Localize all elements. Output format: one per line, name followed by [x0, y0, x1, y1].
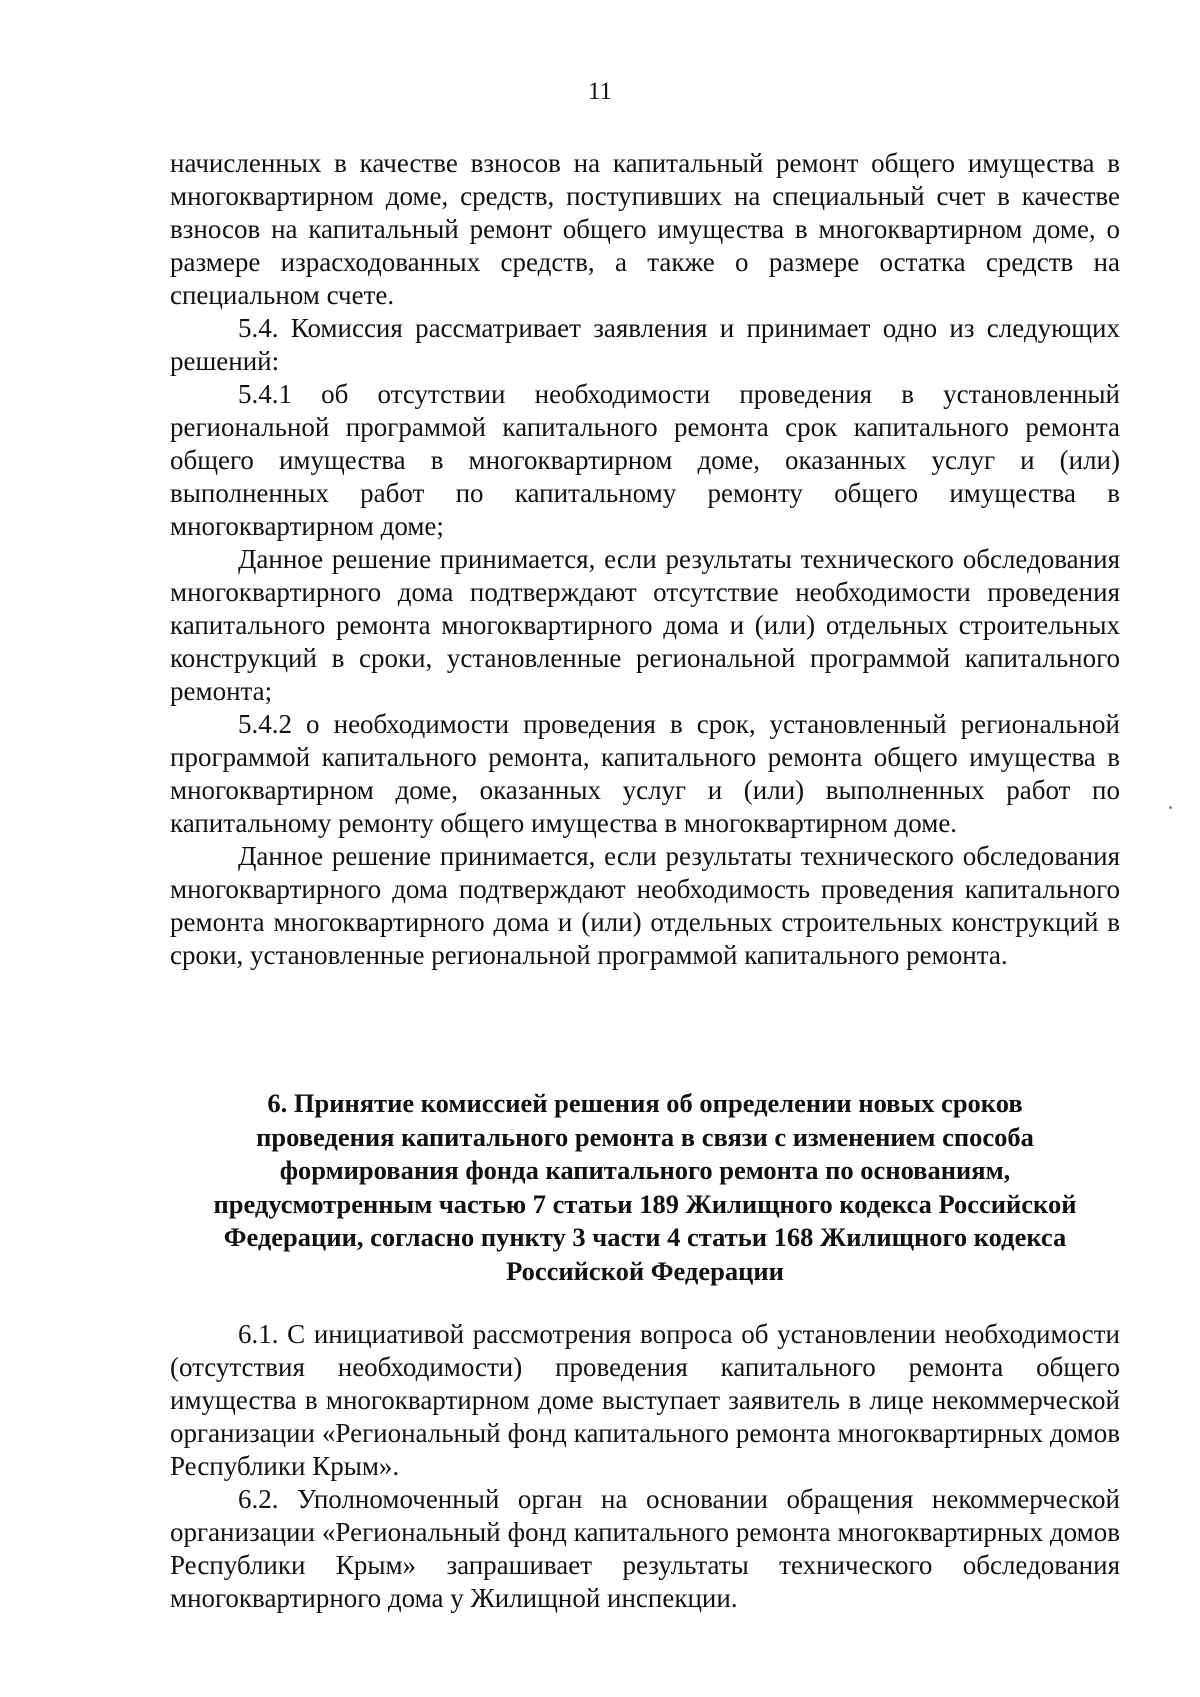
heading-line: формирования фонда капитального ремонта по основаниям,	[279, 1155, 1011, 1185]
page-number: 11	[587, 78, 613, 105]
paragraph-5-4-1-decision: Данное решение принимается, если результаты технического обследования многоквартирного дома подтверждают отсутствие необходимости проведения капитального ремонта многоквартирного дома и (или) отдельных строительных конструкций в сроки, установленные региональной программой капитального ремонта;	[170, 544, 1120, 706]
section-5-text	[170, 147, 1120, 972]
heading-line: 6. Принятие комиссией решения об определении новых сроков	[267, 1088, 1023, 1118]
section-6-text	[170, 1318, 1120, 1615]
paragraph-5-4-1: 5.4.1 об отсутствии необходимости проведения в установленный региональной программой капитального ремонта срок капитального ремонта общего имущества в многоквартирном доме, оказанных услуг и (или) выполненных работ по капитальному ремонту общего имущества в многоквартирном доме;	[170, 379, 1120, 541]
paragraph-5-4: 5.4. Комиссия рассматривает заявления и принимает одно из следующих решений:	[170, 313, 1120, 376]
section-6-heading	[170, 1087, 1120, 1288]
scan-artifact	[1169, 806, 1172, 809]
paragraph-continuation: начисленных в качестве взносов на капитальный ремонт общего имущества в многоквартирном доме, средств, поступивших на специальный счет в качестве взносов на капитальный ремонт общего имущества в многоквартирном доме, о размере израсходованных средств, а также о размере остатка средств на специальном счете.	[170, 148, 1120, 310]
heading-line: предусмотренным частью 7 статьи 189 Жилищного кодекса Российской	[213, 1188, 1077, 1219]
paragraph-5-4-2: 5.4.2 о необходимости проведения в срок, установленный региональной программой капитального ремонта, капитального ремонта общего имущества в многоквартирном доме, оказанных услуг и (или) выполненных работ по капитальному ремонту общего имущества в многоквартирном доме.	[170, 709, 1120, 838]
paragraph-6-1: 6.1. С инициативой рассмотрения вопроса об установлении необходимости (отсутствия необходимости) проведения капитального ремонта общего имущества в многоквартирном доме выступает заявитель в лице некоммерческой организации «Региональный фонд капитального ремонта многоквартирных домов Республики Крым».	[170, 1319, 1120, 1481]
heading-line: Российской Федерации	[506, 1255, 784, 1286]
heading-line: проведения капитального ремонта в связи с изменением способа	[256, 1121, 1034, 1152]
paragraph-6-2: 6.2. Уполномоченный орган на основании обращения некоммерческой организации «Региональный фонд капитального ремонта многоквартирных домов Республики Крым» запрашивает результаты технического обследования многоквартирного дома у Жилищной инспекции.	[170, 1484, 1120, 1613]
heading-line: Федерации, согласно пункту 3 части 4 статьи 168 Жилищного кодекса	[223, 1222, 1067, 1252]
paragraph-5-4-2-decision: Данное решение принимается, если результаты технического обследования многоквартирного дома подтверждают необходимость проведения капитального ремонта многоквартирного дома и (или) отдельных строительных конструкций в сроки, установленные региональной программой капитального ремонта.	[170, 841, 1120, 970]
